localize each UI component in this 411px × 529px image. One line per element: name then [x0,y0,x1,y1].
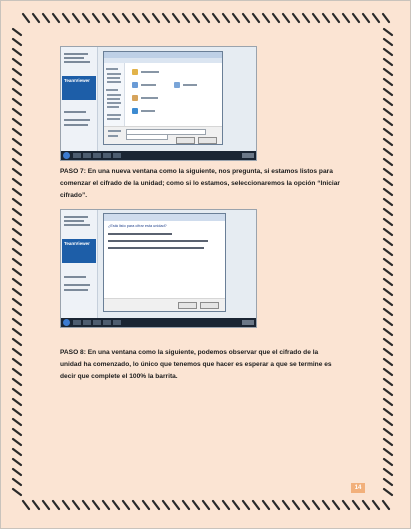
pencil-stroke [53,501,59,509]
folder-icon [174,82,180,88]
folder-icon [132,95,138,101]
pencil-stroke [384,309,392,315]
pencil-stroke [384,389,392,395]
pencil-stroke [103,14,109,22]
pencil-stroke [384,379,392,385]
page-number: 14 [351,483,365,493]
pencil-stroke [13,89,21,95]
pencil-stroke [13,99,21,105]
pencil-stroke [153,501,159,509]
pencil-stroke [333,501,339,509]
pencil-stroke [384,409,392,415]
pencil-stroke [384,239,392,245]
pencil-stroke [33,501,39,509]
paragraph-paso-8 [60,347,362,384]
pencil-stroke [384,269,392,275]
pencil-stroke [13,319,21,325]
pencil-stroke [13,79,21,85]
teamviewer-brand: TeamViewer [64,78,90,83]
teamviewer-sidebar [61,210,98,318]
pencil-stroke [303,501,309,509]
pencil-stroke [13,229,21,235]
pencil-stroke [13,309,21,315]
pencil-stroke [223,14,229,22]
pencil-stroke [384,369,392,375]
pencil-stroke [63,501,69,509]
pencil-stroke [384,349,392,355]
pencil-stroke [13,349,21,355]
pencil-stroke [163,14,169,22]
pencil-stroke [13,389,21,395]
pencil-stroke [13,249,21,255]
pencil-stroke [243,501,249,509]
pencil-stroke [13,469,21,475]
pencil-stroke [263,501,269,509]
pencil-stroke [13,129,21,135]
bitlocker-dialog [103,213,226,312]
cancel-button [198,137,217,144]
pencil-stroke [384,129,392,135]
pencil-stroke [173,501,179,509]
pencil-stroke [13,329,21,335]
teamviewer-brand: TeamViewer [64,241,90,246]
pencil-stroke [233,14,239,22]
text-line: cifrado”. [60,192,88,200]
windows-taskbar [61,151,256,160]
pencil-stroke [384,59,392,65]
pencil-stroke [384,339,392,345]
pencil-stroke [384,359,392,365]
pencil-stroke [183,14,189,22]
start-encryption-button [178,302,197,309]
pencil-stroke [83,14,89,22]
pencil-stroke [93,501,99,509]
pencil-stroke [143,501,149,509]
pencil-stroke [384,99,392,105]
pencil-stroke [384,179,392,185]
pencil-stroke [13,109,21,115]
pencil-stroke [383,501,389,509]
paragraph-paso-7 [60,166,362,203]
pencil-stroke [193,501,199,509]
pencil-stroke [384,149,392,155]
pencil-stroke [353,501,359,509]
pencil-stroke [384,469,392,475]
pencil-stroke [13,199,21,205]
pencil-stroke [13,419,21,425]
pencil-stroke [384,449,392,455]
pencil-stroke [384,289,392,295]
pencil-stroke [384,249,392,255]
pencil-stroke [384,139,392,145]
windows-taskbar [61,318,256,327]
pencil-stroke [13,209,21,215]
pencil-stroke [153,14,159,22]
pencil-stroke [23,14,29,22]
taskbar-clock [242,320,254,325]
text-line: PASO 8: En una ventana como la siguiente, podemos observar que el cifrado de la [60,349,319,356]
pencil-stroke [183,501,189,509]
pencil-stroke [73,501,79,509]
pencil-stroke [13,119,21,125]
pencil-stroke [313,501,319,509]
start-button-icon [63,152,70,159]
pencil-stroke [13,49,21,55]
pencil-stroke [384,329,392,335]
pencil-stroke [163,501,169,509]
pencil-stroke [13,359,21,365]
pencil-stroke [384,229,392,235]
pencil-stroke [13,439,21,445]
pencil-stroke [203,14,209,22]
folder-icon [132,82,138,88]
pencil-stroke [384,49,392,55]
pencil-stroke [53,14,59,22]
pencil-stroke [13,459,21,465]
pencil-stroke [13,169,21,175]
encrypt-confirm-screenshot [60,209,257,328]
pencil-stroke [93,14,99,22]
pencil-stroke [273,501,279,509]
pencil-stroke [213,501,219,509]
pencil-stroke [384,119,392,125]
pencil-stroke [384,69,392,75]
pencil-stroke [373,501,379,509]
pencil-stroke [363,14,369,22]
pencil-stroke [383,14,389,22]
pencil-stroke [193,14,199,22]
pencil-stroke [384,439,392,445]
pencil-stroke [13,69,21,75]
pencil-stroke [13,409,21,415]
pencil-stroke [384,209,392,215]
pencil-stroke [13,479,21,485]
pencil-stroke [384,419,392,425]
text-line: PASO 7: En una nueva ventana como la siguiente, nos pregunta, si estamos listos para [60,168,333,175]
pencil-stroke [384,189,392,195]
pencil-stroke [83,501,89,509]
pencil-stroke [13,449,21,455]
pencil-stroke [13,289,21,295]
pencil-stroke [303,14,309,22]
pencil-stroke [384,89,392,95]
teamviewer-sidebar [61,47,98,151]
taskbar-clock [242,153,254,158]
pencil-stroke [253,14,259,22]
pencil-stroke [384,29,392,35]
pencil-stroke [13,339,21,345]
text-line: decir que complete el 100% la barrita. [60,373,178,381]
pencil-stroke [13,219,21,225]
text-line: unidad ha comenzado, lo único que tenemos que hacer es esperar a que se termine es [60,361,332,369]
pencil-stroke [13,369,21,375]
pencil-stroke [13,279,21,285]
pencil-stroke [384,429,392,435]
text-line: comenzar el cifrado de la unidad; como si lo estamos, seleccionaremos la opción “Iniciar [60,180,340,188]
pencil-stroke [43,14,49,22]
pencil-stroke [384,319,392,325]
pencil-stroke [253,501,259,509]
pencil-stroke [13,269,21,275]
dialog-heading: ¿Está listo para cifrar esta unidad? [108,224,167,228]
pencil-stroke [384,109,392,115]
pencil-stroke [113,501,119,509]
pencil-stroke [73,14,79,22]
pencil-stroke [23,501,29,509]
pencil-stroke [33,14,39,22]
pencil-stroke [313,14,319,22]
pencil-stroke [13,489,21,495]
pencil-stroke [103,501,109,509]
pencil-stroke [133,14,139,22]
pencil-stroke [13,139,21,145]
pencil-stroke [293,14,299,22]
pencil-stroke [384,169,392,175]
pencil-stroke [213,14,219,22]
pencil-stroke [384,459,392,465]
pencil-stroke [243,14,249,22]
folder-tree [104,63,125,127]
pencil-stroke [263,14,269,22]
pencil-stroke [323,14,329,22]
pencil-stroke [283,14,289,22]
pencil-stroke [343,501,349,509]
pencil-stroke [384,399,392,405]
pencil-stroke [13,189,21,195]
pencil-stroke [363,501,369,509]
pencil-stroke [13,159,21,165]
start-button-icon [63,319,70,326]
pencil-stroke [13,429,21,435]
pencil-stroke [384,79,392,85]
pencil-stroke [123,501,129,509]
pencil-stroke [273,14,279,22]
pencil-stroke [384,489,392,495]
pencil-stroke [43,501,49,509]
pencil-stroke [13,299,21,305]
pencil-stroke [13,239,21,245]
pencil-stroke [113,14,119,22]
pencil-stroke [173,14,179,22]
pencil-stroke [384,259,392,265]
pencil-stroke [13,179,21,185]
cancel-button [200,302,219,309]
pencil-stroke [203,501,209,509]
pencil-stroke [123,14,129,22]
pencil-stroke [333,14,339,22]
folder-icon [132,108,138,114]
pencil-stroke [13,59,21,65]
pencil-stroke [13,29,21,35]
pencil-stroke [384,219,392,225]
pencil-stroke [343,14,349,22]
pencil-stroke [13,39,21,45]
pencil-stroke [143,14,149,22]
pencil-stroke [13,259,21,265]
pencil-stroke [63,14,69,22]
save-file-dialog [103,51,223,145]
pencil-stroke [13,399,21,405]
pencil-stroke [13,379,21,385]
pencil-stroke [293,501,299,509]
pencil-stroke [353,14,359,22]
pencil-stroke [233,501,239,509]
pencil-stroke [384,159,392,165]
save-button [176,137,195,144]
pencil-stroke [384,39,392,45]
pencil-stroke [384,279,392,285]
pencil-stroke [133,501,139,509]
pencil-stroke [323,501,329,509]
pencil-stroke [384,299,392,305]
pencil-stroke [13,149,21,155]
pencil-stroke [373,14,379,22]
folder-icon [132,69,138,75]
save-dialog-screenshot [60,46,257,161]
pencil-stroke [283,501,289,509]
pencil-stroke [384,479,392,485]
pencil-stroke [223,501,229,509]
pencil-stroke [384,199,392,205]
